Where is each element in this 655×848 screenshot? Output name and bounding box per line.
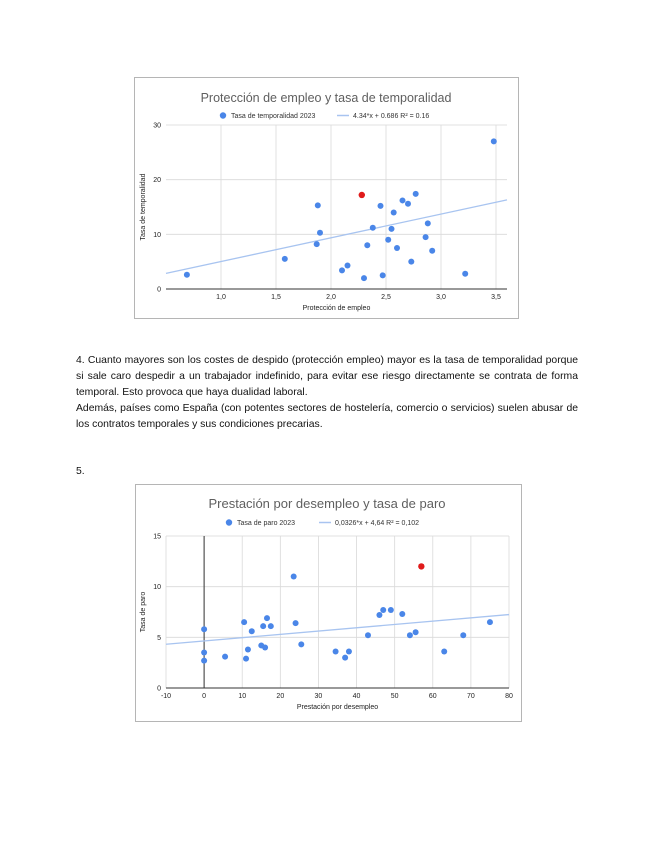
data-point [264, 615, 270, 621]
x-tick-label: 2,0 [326, 294, 336, 301]
chart-title: Protección de empleo y tasa de temporalidad [200, 91, 452, 105]
data-point [293, 620, 299, 626]
data-point [460, 632, 466, 638]
data-point [441, 649, 447, 655]
data-point [487, 619, 493, 625]
data-point [389, 226, 395, 232]
legend-marker [220, 112, 226, 118]
data-point [376, 612, 382, 618]
data-point [370, 225, 376, 231]
legend-trend-label: 4.34*x + 0.686 R² = 0.16 [353, 113, 430, 120]
y-tick-label: 5 [157, 634, 161, 642]
data-point [462, 271, 468, 277]
data-point [429, 248, 435, 254]
y-axis-label: Tasa de paro [140, 591, 147, 633]
legend-series-label: Tasa de paro 2023 [237, 520, 295, 527]
x-tick-label: 0 [202, 693, 207, 700]
data-point [268, 623, 274, 629]
x-tick-label: 3,0 [436, 294, 446, 301]
data-point [245, 646, 251, 652]
x-axis-label: Prestación por desempleo [296, 704, 379, 711]
data-point [425, 220, 431, 226]
x-tick-label: 70 [466, 693, 475, 700]
data-point [243, 656, 249, 662]
legend-trend-label: 0,0326*x + 4,64 R² = 0,102 [335, 520, 420, 527]
data-point [400, 197, 406, 203]
highlight-point [418, 563, 424, 569]
data-point [399, 611, 405, 617]
data-point [317, 230, 323, 236]
data-point [184, 272, 190, 278]
y-tick-label: 15 [153, 533, 161, 541]
data-point [380, 607, 386, 613]
x-tick-label: 10 [238, 693, 247, 700]
data-point [260, 623, 266, 629]
data-point [314, 241, 320, 247]
data-point [364, 242, 370, 248]
x-tick-label: 1,5 [271, 294, 281, 301]
data-point [291, 574, 297, 580]
data-point [388, 607, 394, 613]
data-point [282, 256, 288, 262]
x-axis-label: Protección de empleo [302, 305, 371, 312]
y-tick-label: 10 [153, 584, 161, 592]
data-point [378, 203, 384, 209]
chart-1-svg [135, 78, 518, 318]
y-tick-label: 20 [153, 177, 161, 185]
trendline [166, 615, 509, 645]
y-axis-label: Tasa de temporalidad [140, 173, 147, 241]
data-point [394, 245, 400, 251]
x-tick-label: 40 [352, 693, 361, 700]
data-point [201, 658, 207, 664]
data-point [413, 629, 419, 635]
data-point [385, 237, 391, 243]
y-tick-label: 0 [157, 286, 161, 294]
legend-series-label: Tasa de temporalidad 2023 [231, 113, 316, 120]
x-tick-label: 80 [505, 693, 513, 700]
data-point [423, 234, 429, 240]
data-point [241, 619, 247, 625]
data-point [380, 272, 386, 278]
x-tick-label: 20 [276, 693, 285, 700]
chart-title: Prestación por desempleo y tasa de paro [208, 496, 446, 511]
data-point [298, 641, 304, 647]
data-point [249, 628, 255, 634]
section-number-5: 5. [76, 466, 85, 477]
paragraph-4b: Además, países como España (con potentes sectores de hostelería, comercio o servicios) suelen abusar de los contratos temporales y sus condiciones precarias. [76, 403, 578, 430]
chart-employment-protection [134, 77, 519, 319]
x-tick-label: 2,5 [381, 294, 391, 301]
x-tick-label: 1,0 [216, 294, 226, 301]
data-point [339, 267, 345, 273]
data-point [201, 626, 207, 632]
data-point [407, 632, 413, 638]
data-point [413, 191, 419, 197]
data-point [345, 262, 351, 268]
data-point [346, 649, 352, 655]
x-tick-label: 60 [428, 693, 437, 700]
x-tick-label: -10 [160, 693, 172, 700]
y-tick-label: 0 [157, 685, 161, 693]
data-point [491, 138, 497, 144]
chart-unemployment-benefit [135, 484, 522, 722]
data-point [315, 202, 321, 208]
data-point [365, 632, 371, 638]
data-point [361, 275, 367, 281]
data-point [408, 259, 414, 265]
data-point [391, 209, 397, 215]
trendline [166, 200, 507, 274]
legend-marker [226, 519, 232, 525]
data-point [222, 654, 228, 660]
data-point [405, 201, 411, 207]
highlight-point [359, 192, 365, 198]
data-point [262, 644, 268, 650]
y-tick-label: 30 [153, 122, 161, 130]
data-point [201, 650, 207, 656]
x-tick-label: 30 [314, 693, 323, 700]
y-tick-label: 10 [153, 231, 161, 239]
chart-2-svg [136, 485, 521, 721]
paragraph-4: 4. Cuanto mayores son los costes de despido (protección empleo) mayor es la tasa de temporalidad porque si sale caro despedir a un trabajador indefinido, para evitar ese riesgo directamente se contrata de forma temporal. Esto provoca que haya dualidad laboral. [76, 355, 578, 398]
data-point [333, 649, 339, 655]
x-tick-label: 3,5 [491, 294, 501, 301]
data-point [342, 655, 348, 661]
x-tick-label: 50 [390, 693, 399, 700]
